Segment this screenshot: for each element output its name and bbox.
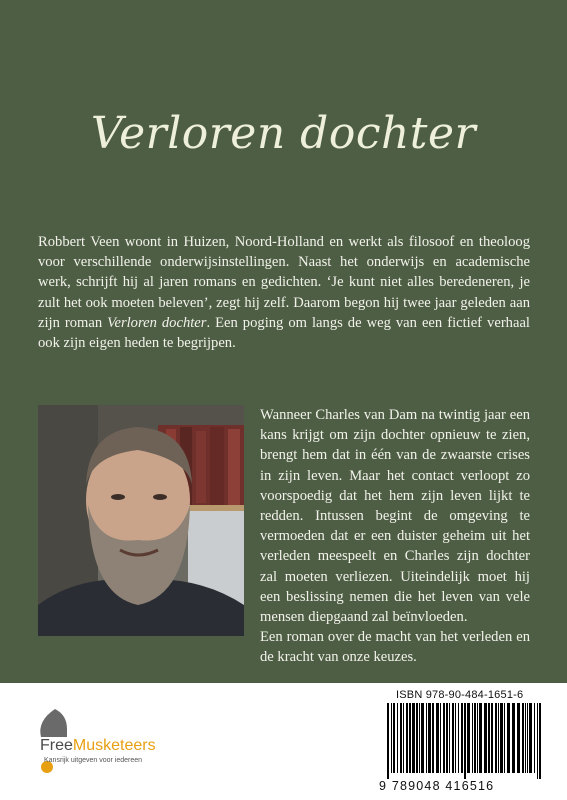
barcode-bar [479,703,482,773]
barcode-bar [421,703,424,773]
barcode-bar [461,703,463,773]
barcode-bar [387,703,389,779]
barcode-bar [436,703,439,773]
barcode-bar [449,703,450,773]
barcode-bar [419,703,420,773]
barcode-bar [512,703,515,773]
barcode-bar [458,703,459,773]
barcode-bar [393,703,395,773]
author-photo [38,405,244,636]
author-portrait-illustration [38,405,244,636]
barcode-bar [527,703,528,773]
barcode-bar [400,703,402,773]
barcode-bar [455,703,456,773]
barcode-bar [406,703,408,773]
barcode-bar [440,703,441,773]
barcode-bar [491,703,493,773]
barcode-bar [412,703,415,773]
barcode-bar [534,703,535,773]
barcode-bar [432,703,434,773]
barcode-bar [403,703,404,773]
barcode-bar [507,703,510,773]
barcode-bar [397,703,398,773]
publisher-tagline: Kansrijk uitgeven voor iedereen [44,757,143,764]
barcode-icon [385,703,545,779]
barcode-bar [472,703,473,773]
publisher-name [40,737,156,755]
barcode-bar [428,703,431,773]
barcode-bar [539,703,541,779]
publisher-name-part1: Free [40,737,73,754]
barcode-bar [426,703,427,773]
barcode-bar [504,703,505,773]
barcode-bar [443,703,445,773]
barcode-bar [474,703,476,773]
barcode-bar [446,703,448,773]
barcode-bar [500,703,503,773]
book-title: Verloren dochter [90,108,477,159]
barcode-bar [495,703,497,773]
author-bio: Robbert Veen woont in Huizen, Noord-Holland en werkt als filosoof en theoloog voor verschillende onderwijsinstellingen. Naast het onderwijs en academische werk, schrijft hij al jaren romans en gedichten. ‘Je kunt niet alles beredeneren, je zult het ook moeten beleven’, zegt hij zelf. Daarom begon hij twee jaar geleden aan zijn roman Verloren dochter. Een poging om langs de weg van een fictief verhaal ook zijn eigen heden te begrijpen. [38,234,530,352]
barcode-bar [452,703,454,773]
barcode-bar [517,703,520,773]
barcode-bar [484,703,487,773]
barcode-bar [464,703,466,779]
barcode-bar [409,703,411,773]
barcode-bar [537,703,538,779]
barcode-bar [488,703,490,773]
blurb-paragraph: Wanneer Charles van Dam na twintig jaar een kans krijgt om zijn dochter opnieuw te zien, brengt hem dat in één van de zwaarste crises in zijn leven. Maar het contact verloopt zo voorspoedig dat het hem zijn leven lijkt te redden. Intussen begint de omgeving te vermoeden dat er een duister geheim uit het verleden meespeelt en Charles zijn dochter zal moeten verliezen. Uiteindelijk moet hij een beslissing nemen die het leven van vele mensen diepgaand zal beïnvloeden. [260,407,530,626]
isbn-digits: 9 789048 416516 [379,779,495,793]
blurb-paragraph: Een roman over de macht van het verleden en de kracht van onze keuzes. [260,629,530,666]
barcode-bar [522,703,524,773]
barcode-bar [467,703,470,773]
barcode-bar [391,703,392,773]
barcode-bar [498,703,499,773]
barcode-bar [477,703,478,773]
barcode-bar [529,703,532,773]
barcode-bar [416,703,418,773]
book-blurb [260,405,530,668]
barcode-bar [525,703,526,773]
isbn-label: ISBN 978-90-484-1651-6 [396,689,524,701]
publisher-name-part2: Musketeers [72,737,156,754]
